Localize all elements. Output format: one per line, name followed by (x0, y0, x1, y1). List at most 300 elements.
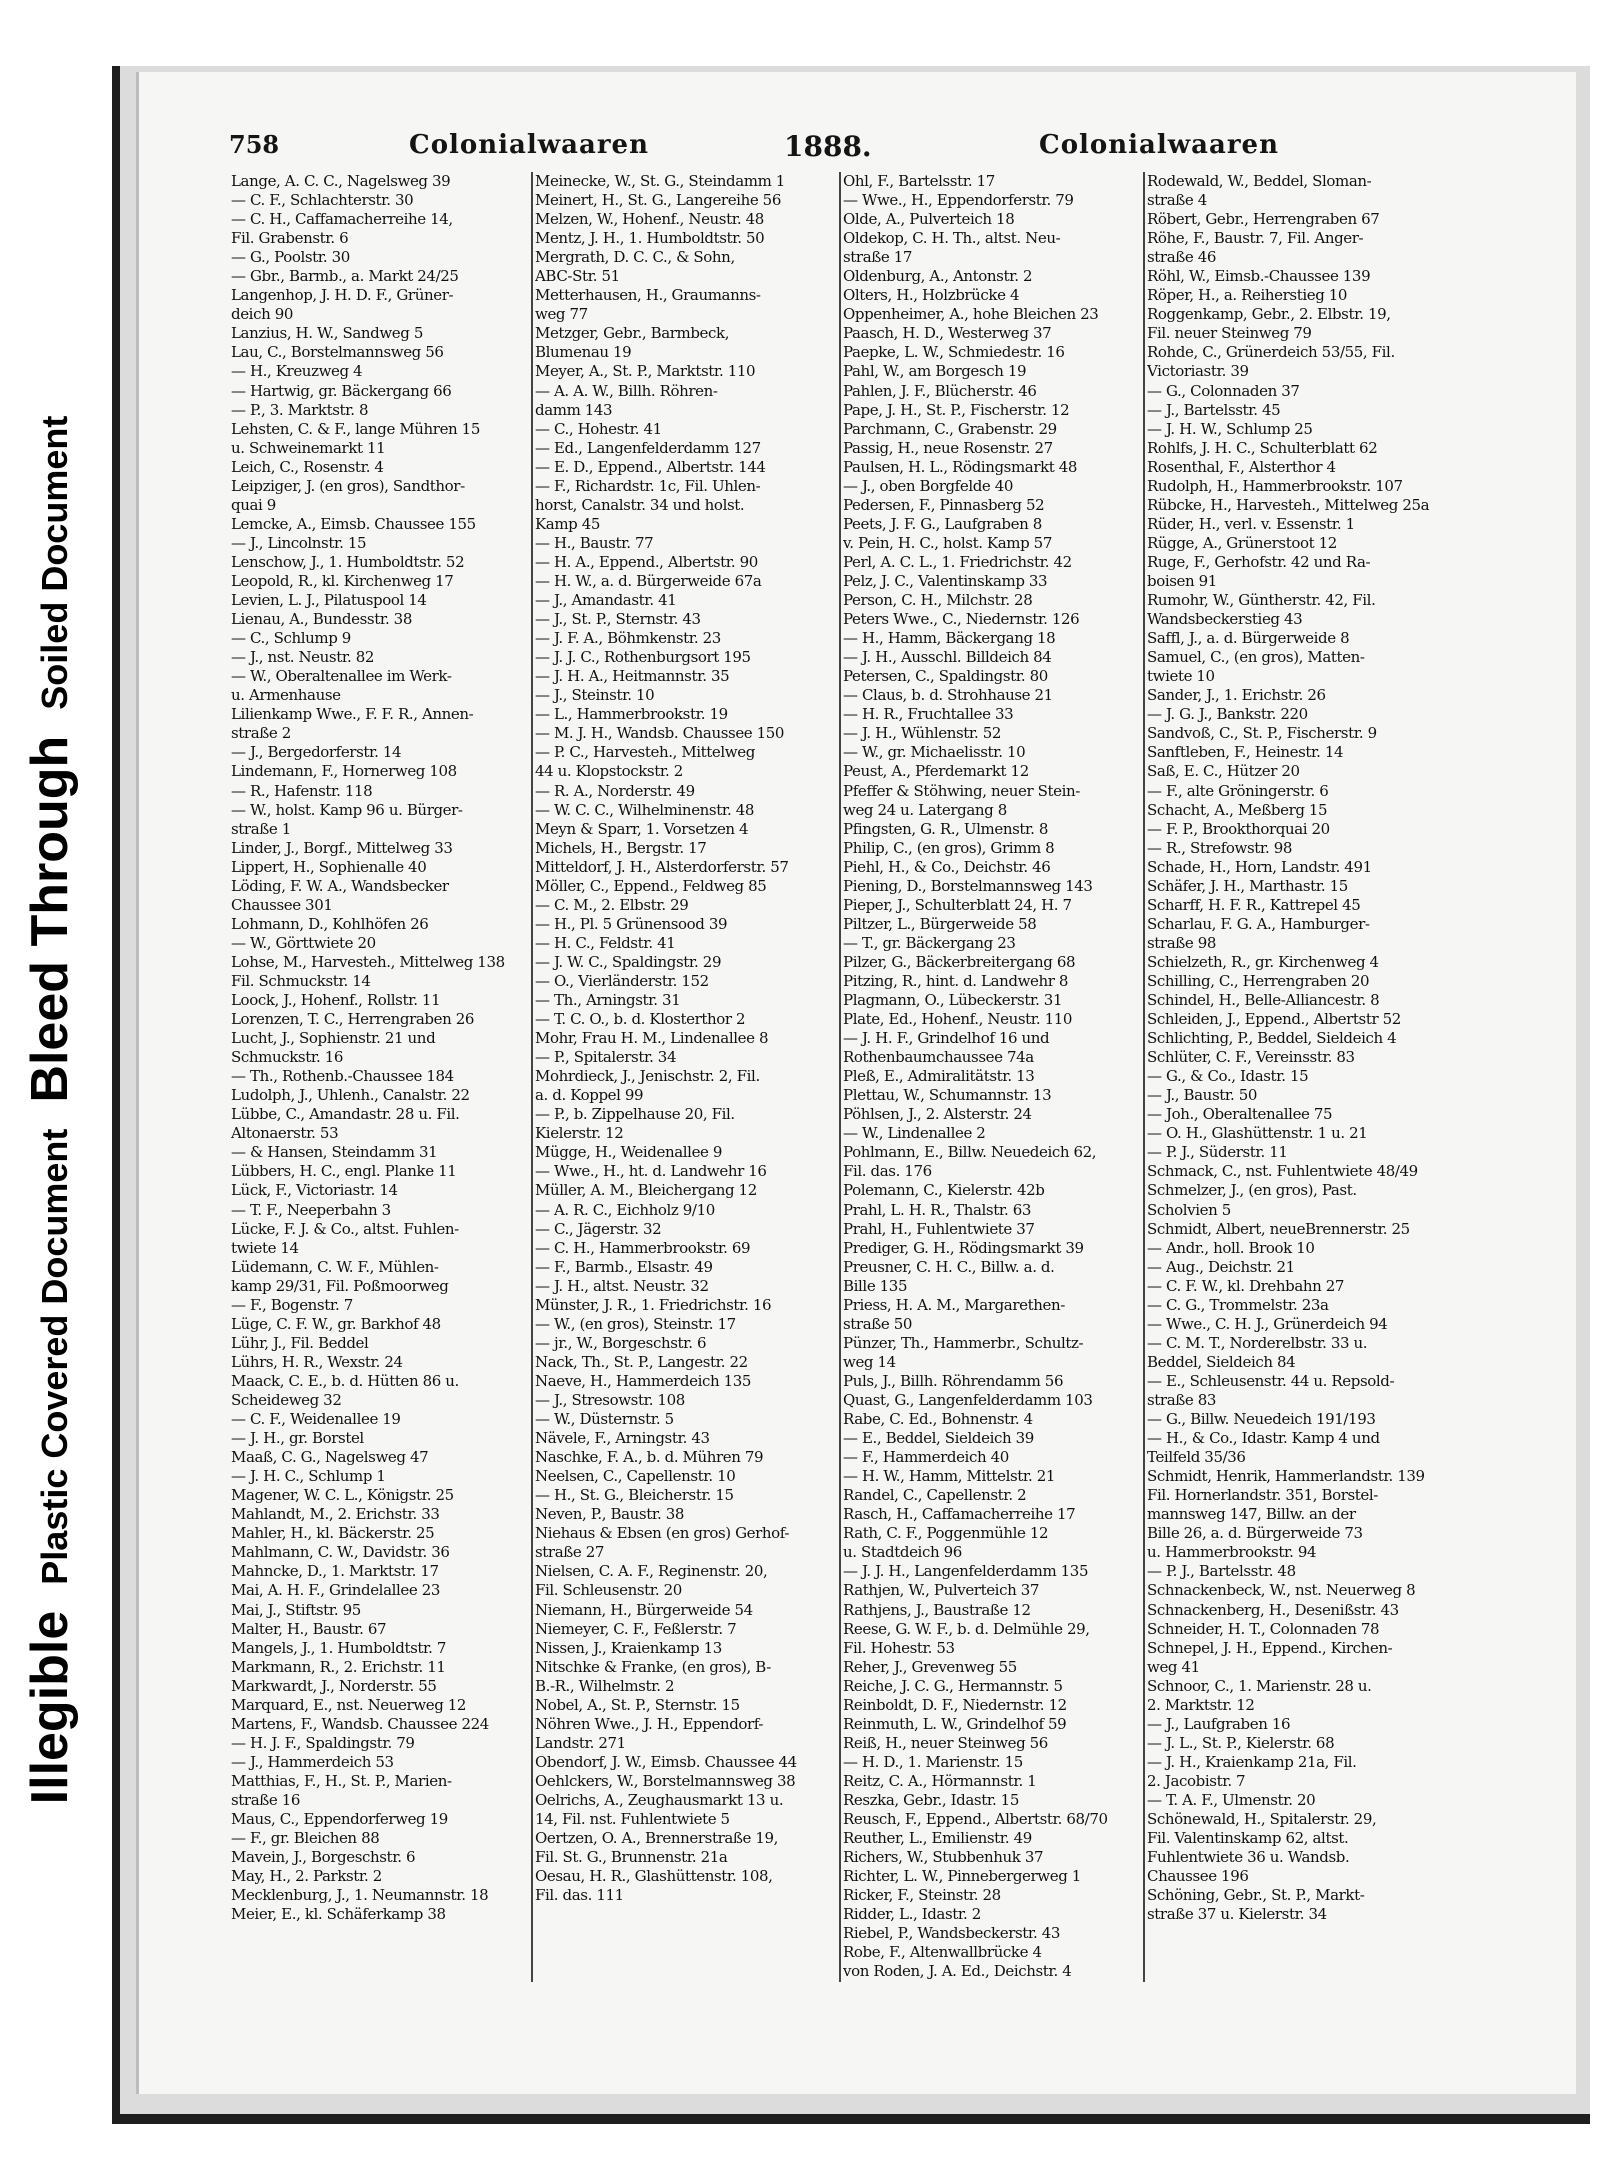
directory-entry: Schlüter, C. F., Vereinsstr. 83 (1147, 1048, 1355, 1067)
directory-entry: Mahlandt, M., 2. Erichstr. 33 (231, 1505, 440, 1524)
directory-entry: Martens, F., Wandsb. Chaussee 224 (231, 1714, 489, 1733)
directory-entry: Rathjen, W., Pulverteich 37 (843, 1581, 1039, 1600)
directory-entry: Preusner, C. H. C., Billw. a. d. (843, 1257, 1055, 1276)
directory-entry: — F., Barmb., Elsastr. 49 (535, 1257, 713, 1276)
directory-entry: straße 4 (1147, 191, 1207, 210)
directory-entry: — J., Bartelsstr. 45 (1147, 400, 1281, 419)
directory-entry: Naeve, H., Hammerdeich 135 (535, 1371, 752, 1390)
directory-column-2 (535, 172, 837, 1905)
directory-entry: Schlichting, P., Beddel, Sieldeich 4 (1147, 1029, 1397, 1048)
directory-entry: Oldekop, C. H. Th., altst. Neu- (843, 229, 1061, 248)
directory-entry: Nack, Th., St. P., Langestr. 22 (535, 1352, 748, 1371)
directory-entry: straße 17 (843, 248, 912, 267)
directory-entry: Schmidt, Albert, neueBrennerstr. 25 (1147, 1219, 1410, 1238)
directory-entry: Markmann, R., 2. Erichstr. 11 (231, 1657, 446, 1676)
directory-entry: Lange, A. C. C., Nagelsweg 39 (231, 172, 451, 190)
directory-entry: Fil. Hohestr. 53 (843, 1638, 955, 1657)
directory-entry: — H. W., a. d. Bürgerweide 67a (535, 571, 762, 590)
directory-entry: Pöhlsen, J., 2. Alsterstr. 24 (843, 1105, 1032, 1124)
directory-entry: Müller, A. M., Bleichergang 12 (535, 1181, 757, 1200)
directory-entry: Ridder, L., Idastr. 2 (843, 1905, 981, 1924)
directory-entry: Passig, H., neue Rosenstr. 27 (843, 438, 1053, 457)
directory-entry: Meyer, A., St. P., Marktstr. 110 (535, 362, 756, 381)
directory-entry: — C. H., Caffamacherreihe 14, (231, 210, 453, 229)
directory-entry: Lohse, M., Harvesteh., Mittelweg 138 (231, 952, 505, 971)
directory-entry: Schleiden, J., Eppend., Albertstr 52 (1147, 1010, 1401, 1029)
directory-entry: Reinboldt, D. F., Niedernstr. 12 (843, 1695, 1067, 1714)
directory-entry: — G., & Co., Idastr. 15 (1147, 1067, 1309, 1086)
directory-entry: Leopold, R., kl. Kirchenweg 17 (231, 571, 454, 590)
directory-entry: Samuel, C., (en gros), Matten- (1147, 648, 1365, 667)
directory-entry: Pünzer, Th., Hammerbr., Schultz- (843, 1333, 1084, 1352)
directory-entry: Metzger, Gebr., Barmbeck, (535, 324, 730, 343)
directory-entry: straße 50 (843, 1314, 912, 1333)
directory-entry: — P. C., Harvesteh., Mittelweg (535, 743, 755, 762)
directory-entry: Lienau, A., Bundesstr. 38 (231, 610, 412, 629)
directory-entry: — T. A. F., Ulmenstr. 20 (1147, 1790, 1316, 1809)
directory-entry: weg 41 (1147, 1657, 1200, 1676)
directory-entry: straße 1 (231, 819, 291, 838)
directory-entry: Rothenbaumchaussee 74a (843, 1048, 1034, 1067)
directory-entry: Nöhren Wwe., J. H., Eppendorf- (535, 1714, 764, 1733)
directory-entry: Piltzer, L., Bürgerweide 58 (843, 914, 1037, 933)
directory-entry: Linder, J., Borgf., Mittelweg 33 (231, 838, 453, 857)
directory-entry: Pilzer, G., Bäckerbreitergang 68 (843, 952, 1076, 971)
directory-entry: Fil. St. G., Brunnenstr. 21a (535, 1848, 728, 1867)
directory-entry: Fil. Valentinskamp 62, altst. (1147, 1829, 1349, 1848)
directory-entry: Pape, J. H., St. P., Fischerstr. 12 (843, 400, 1070, 419)
directory-entry: — W., Görttwiete 20 (231, 933, 376, 952)
directory-entry: Schnackenbeck, W., nst. Neuerweg 8 (1147, 1581, 1416, 1600)
directory-entry: Person, C. H., Milchstr. 28 (843, 591, 1033, 610)
directory-entry: straße 27 (535, 1543, 604, 1562)
directory-entry: — H., Kreuzweg 4 (231, 362, 363, 381)
directory-entry: — J., Bergedorferstr. 14 (231, 743, 402, 762)
directory-entry: — A. A. W., Billh. Röhren- (535, 381, 718, 400)
directory-entry: Scholvien 5 (1147, 1200, 1231, 1219)
directory-entry: 14, Fil. nst. Fuhlentwiete 5 (535, 1810, 730, 1829)
directory-entry: Puls, J., Billh. Röhrendamm 56 (843, 1371, 1064, 1390)
directory-entry: Pahlen, J. F., Blücherstr. 46 (843, 381, 1037, 400)
directory-entry: Schindel, H., Belle-Alliancestr. 8 (1147, 991, 1380, 1010)
directory-entry: Fil. Schleusenstr. 20 (535, 1581, 682, 1600)
directory-entry: Mentz, J. H., 1. Humboldtstr. 50 (535, 229, 765, 248)
directory-entry: — Hartwig, gr. Bäckergang 66 (231, 381, 452, 400)
directory-entry: — P. J., Bartelsstr. 48 (1147, 1562, 1296, 1581)
directory-entry: Altonaerstr. 53 (231, 1124, 339, 1143)
directory-entry: Oesau, H. R., Glashüttenstr. 108, (535, 1867, 773, 1886)
directory-entry: Lübbers, H. C., engl. Planke 11 (231, 1162, 457, 1181)
directory-entry: — H., St. G., Bleicherstr. 15 (535, 1486, 734, 1505)
directory-entry: — P., Spitalerstr. 34 (535, 1048, 677, 1067)
label-illegible: Illegible (21, 1610, 79, 1805)
directory-entry: Schmack, C., nst. Fuhlentwiete 48/49 (1147, 1162, 1418, 1181)
directory-entry: Kamp 45 (535, 514, 601, 533)
directory-entry: — J. G. J., Bankstr. 220 (1147, 705, 1308, 724)
column-divider (839, 172, 841, 1982)
directory-entry: Niemann, H., Bürgerweide 54 (535, 1600, 753, 1619)
directory-entry: Naschke, F. A., b. d. Mühren 79 (535, 1448, 764, 1467)
directory-entry: Fil. das. 111 (535, 1886, 624, 1905)
directory-entry: u. Hammerbrookstr. 94 (1147, 1543, 1317, 1562)
directory-entry: Mügge, H., Weidenallee 9 (535, 1143, 723, 1162)
directory-entry: — R. A., Norderstr. 49 (535, 781, 695, 800)
directory-entry: weg 77 (535, 305, 588, 324)
directory-entry: — J. H., altst. Neustr. 32 (535, 1276, 709, 1295)
directory-entry: Perl, A. C. L., 1. Friedrichstr. 42 (843, 552, 1072, 571)
directory-entry: Schmuckstr. 16 (231, 1048, 343, 1067)
directory-entry: Reiß, H., neuer Steinweg 56 (843, 1733, 1048, 1752)
directory-entry: u. Stadtdeich 96 (843, 1543, 962, 1562)
directory-entry: Rumohr, W., Güntherstr. 42, Fil. (1147, 591, 1376, 610)
directory-entry: straße 46 (1147, 248, 1216, 267)
directory-entry: — Th., Rothenb.-Chaussee 184 (231, 1067, 454, 1086)
directory-entry: — H. J. F., Spaldingstr. 79 (231, 1733, 415, 1752)
header-title-left: Colonialwaaren (409, 130, 649, 160)
directory-entry: Niehaus & Ebsen (en gros) Gerhof- (535, 1524, 790, 1543)
directory-entry: Lilienkamp Wwe., F. F. R., Annen- (231, 705, 474, 724)
directory-entry: straße 16 (231, 1790, 300, 1809)
directory-entry: Reese, G. W. F., b. d. Delmühle 29, (843, 1619, 1090, 1638)
directory-entry: Blumenau 19 (535, 343, 632, 362)
directory-entry: Rüder, H., verl. v. Essenstr. 1 (1147, 514, 1355, 533)
directory-entry: Mai, J., Stiftstr. 95 (231, 1600, 361, 1619)
annotation-side-label (0, 0, 100, 2177)
directory-entry: — C., Jägerstr. 32 (535, 1219, 662, 1238)
directory-entry: — Ed., Langenfelderdamm 127 (535, 438, 761, 457)
directory-entry: Nobel, A., St. P., Sternstr. 15 (535, 1695, 740, 1714)
directory-entry: Riebel, P., Wandsbeckerstr. 43 (843, 1924, 1061, 1943)
directory-entry: Schilling, C., Herrengraben 20 (1147, 971, 1370, 990)
directory-entry: Mohrdieck, J., Jenischstr. 2, Fil. (535, 1067, 760, 1086)
directory-entry: Reszka, Gebr., Idastr. 15 (843, 1790, 1019, 1809)
directory-entry: Neelsen, C., Capellenstr. 10 (535, 1467, 736, 1486)
directory-entry: 44 u. Klopstockstr. 2 (535, 762, 683, 781)
directory-entry: Petersen, C., Spaldingstr. 80 (843, 667, 1048, 686)
directory-entry: 2. Jacobistr. 7 (1147, 1771, 1246, 1790)
directory-entry: — W., gr. Michaelisstr. 10 (843, 743, 1026, 762)
directory-entry: — O. H., Glashüttenstr. 1 u. 21 (1147, 1124, 1368, 1143)
directory-entry: Meier, E., kl. Schäferkamp 38 (231, 1905, 446, 1924)
directory-entry: Oelrichs, A., Zeughausmarkt 13 u. (535, 1790, 784, 1809)
directory-entry: Metterhausen, H., Graumanns- (535, 286, 761, 305)
directory-entry: damm 143 (535, 400, 613, 419)
directory-entry: Rodewald, W., Beddel, Sloman- (1147, 172, 1372, 190)
directory-entry: Rathjens, J., Baustraße 12 (843, 1600, 1031, 1619)
directory-entry: — J., St. P., Sternstr. 43 (535, 610, 701, 629)
directory-entry: a. d. Koppel 99 (535, 1086, 644, 1105)
directory-entry: Plate, Ed., Hohenf., Neustr. 110 (843, 1010, 1073, 1029)
directory-entry: boisen 91 (1147, 571, 1217, 590)
directory-entry: Schmelzer, J., (en gros), Past. (1147, 1181, 1357, 1200)
directory-entry: Schacht, A., Meßberg 15 (1147, 800, 1328, 819)
directory-entry: Mangels, J., 1. Humboldtstr. 7 (231, 1638, 447, 1657)
directory-entry: Lippert, H., Sophienalle 40 (231, 857, 427, 876)
directory-entry: — J., Lincolnstr. 15 (231, 533, 367, 552)
directory-entry: Olde, A., Pulverteich 18 (843, 210, 1015, 229)
directory-entry: Fil. das. 176 (843, 1162, 932, 1181)
directory-entry: — H. R., Fruchtallee 33 (843, 705, 1014, 724)
directory-entry: Nissen, J., Kraienkamp 13 (535, 1638, 722, 1657)
directory-entry: Obendorf, J. W., Eimsb. Chaussee 44 (535, 1752, 797, 1771)
directory-entry: — J., nst. Neustr. 82 (231, 648, 374, 667)
directory-entry: Sanftleben, F., Heinestr. 14 (1147, 743, 1344, 762)
directory-entry: Olters, H., Holzbrücke 4 (843, 286, 1020, 305)
directory-entry: Lorenzen, T. C., Herrengraben 26 (231, 1010, 475, 1029)
directory-entry: — L., Hammerbrookstr. 19 (535, 705, 728, 724)
directory-entry: Nävele, F., Arningstr. 43 (535, 1429, 710, 1448)
directory-entry: — F., alte Gröningerstr. 6 (1147, 781, 1329, 800)
directory-entry: Pelz, J. C., Valentinskamp 33 (843, 571, 1048, 590)
directory-entry: — Th., Arningstr. 31 (535, 991, 681, 1010)
directory-entry: — H., & Co., Idastr. Kamp 4 und (1147, 1429, 1380, 1448)
directory-entry: Röper, H., a. Reiherstieg 10 (1147, 286, 1348, 305)
directory-entry: — W., Lindenallee 2 (843, 1124, 986, 1143)
directory-entry: Paepke, L. W., Schmiedestr. 16 (843, 343, 1065, 362)
directory-entry: Mahlmann, C. W., Davidstr. 36 (231, 1543, 450, 1562)
directory-entry: — E., Schleusenstr. 44 u. Repsold- (1147, 1371, 1395, 1390)
directory-entry: Philip, C., (en gros), Grimm 8 (843, 838, 1055, 857)
directory-entry: — P. J., Süderstr. 11 (1147, 1143, 1288, 1162)
directory-entry: — W. C. C., Wilhelminenstr. 48 (535, 800, 754, 819)
directory-entry: — Gbr., Barmb., a. Markt 24/25 (231, 267, 459, 286)
directory-entry: Malter, H., Baustr. 67 (231, 1619, 387, 1638)
directory-entry: Lübbe, C., Amandastr. 28 u. Fil. (231, 1105, 460, 1124)
directory-entry: — Wwe., C. H. J., Grünerdeich 94 (1147, 1314, 1388, 1333)
directory-entry: Michels, H., Bergstr. 17 (535, 838, 707, 857)
directory-entry: Marquard, E., nst. Neuerweg 12 (231, 1695, 467, 1714)
directory-entry: — J., Laufgraben 16 (1147, 1714, 1291, 1733)
directory-entry: — P., b. Zippelhause 20, Fil. (535, 1105, 735, 1124)
directory-entry: — J. L., St. P., Kielerstr. 68 (1147, 1733, 1335, 1752)
directory-entry: Victoriastr. 39 (1147, 362, 1249, 381)
directory-entry: Pitzing, R., hint. d. Landwehr 8 (843, 971, 1069, 990)
directory-entry: Fil. Schmuckstr. 14 (231, 971, 371, 990)
directory-entry: — C. F., Schlachterstr. 30 (231, 191, 414, 210)
directory-entry: Rügge, A., Grünerstoot 12 (1147, 533, 1337, 552)
label-soiled: Soiled Document (34, 415, 75, 710)
directory-entry: Prediger, G. H., Rödingsmarkt 39 (843, 1238, 1084, 1257)
directory-entry: Rohde, C., Grünerdeich 53/55, Fil. (1147, 343, 1395, 362)
directory-entry: Lück, F., Victoriastr. 14 (231, 1181, 398, 1200)
directory-entry: Leipziger, J. (en gros), Sandthor- (231, 476, 465, 495)
directory-entry: — G., Colonnaden 37 (1147, 381, 1300, 400)
directory-entry: Pfeffer & Stöhwing, neuer Stein- (843, 781, 1080, 800)
directory-entry: Ludolph, J., Uhlenh., Canalstr. 22 (231, 1086, 470, 1105)
directory-entry: — H. C., Feldstr. 41 (535, 933, 676, 952)
directory-entry: Richers, W., Stubbenhuk 37 (843, 1848, 1044, 1867)
directory-entry: Beddel, Sieldeich 84 (1147, 1352, 1296, 1371)
directory-entry: Melzen, W., Hohenf., Neustr. 48 (535, 210, 764, 229)
directory-entry: Rath, C. F., Poggenmühle 12 (843, 1524, 1049, 1543)
directory-entry: Fil. neuer Steinweg 79 (1147, 324, 1312, 343)
directory-entry: Ohl, F., Bartelsstr. 17 (843, 172, 995, 190)
header-title-right: Colonialwaaren (1039, 130, 1279, 160)
directory-entry: Schönewald, H., Spitalerstr. 29, (1147, 1810, 1377, 1829)
directory-entry: Lindemann, F., Hornerweg 108 (231, 762, 457, 781)
directory-entry: — J., Baustr. 50 (1147, 1086, 1258, 1105)
directory-entry: Teilfeld 35/36 (1147, 1448, 1246, 1467)
directory-entry: Lüge, C. F. W., gr. Barkhof 48 (231, 1314, 441, 1333)
directory-entry: Schnackenberg, H., Desenißstr. 43 (1147, 1600, 1399, 1619)
directory-entry: — C., Schlump 9 (231, 629, 351, 648)
directory-entry: Lohmann, D., Kohlhöfen 26 (231, 914, 429, 933)
directory-entry: horst, Canalstr. 34 und holst. (535, 495, 745, 514)
directory-entry: Scheideweg 32 (231, 1391, 342, 1409)
directory-entry: twiete 14 (231, 1238, 299, 1257)
directory-entry: — J., Stresowstr. 108 (535, 1391, 685, 1409)
directory-entry: — C. M., 2. Elbstr. 29 (535, 895, 689, 914)
directory-entry: — H., Pl. 5 Grünensood 39 (535, 914, 728, 933)
directory-entry: Richter, L. W., Pinnebergerweg 1 (843, 1867, 1081, 1886)
directory-entry: Schnepel, J. H., Eppend., Kirchen- (1147, 1638, 1393, 1657)
directory-entry: — J. H. A., Heitmannstr. 35 (535, 667, 730, 686)
directory-entry: Bille 26, a. d. Bürgerweide 73 (1147, 1524, 1363, 1543)
directory-entry: — O., Vierländerstr. 152 (535, 971, 709, 990)
directory-entry: — Wwe., H., Eppendorferstr. 79 (843, 191, 1074, 210)
directory-entry: — Joh., Oberaltenallee 75 (1147, 1105, 1333, 1124)
directory-entry: Leich, C., Rosenstr. 4 (231, 457, 384, 476)
directory-entry: Schade, H., Horn, Landstr. 491 (1147, 857, 1372, 876)
directory-entry: — F., Bogenstr. 7 (231, 1295, 353, 1314)
directory-entry: Scharff, H. F. R., Kattrepel 45 (1147, 895, 1361, 914)
directory-entry: Lührs, H. R., Wexstr. 24 (231, 1352, 403, 1371)
directory-entry: Peets, J. F. G., Laufgraben 8 (843, 514, 1042, 533)
directory-entry: — T. F., Neeperbahn 3 (231, 1200, 391, 1219)
directory-entry: — W., holst. Kamp 96 u. Bürger- (231, 800, 463, 819)
directory-entry: — C. H., Hammerbrookstr. 69 (535, 1238, 751, 1257)
directory-entry: Randel, C., Capellenstr. 2 (843, 1486, 1027, 1505)
directory-entry: Reher, J., Grevenweg 55 (843, 1657, 1017, 1676)
directory-entry: Möller, C., Eppend., Feldweg 85 (535, 876, 767, 895)
directory-entry: Matthias, F., H., St. P., Marien- (231, 1771, 452, 1790)
directory-entry: Mecklenburg, J., 1. Neumannstr. 18 (231, 1886, 489, 1905)
page-paper (136, 72, 1576, 2094)
directory-entry: — J., oben Borgfelde 40 (843, 476, 1014, 495)
directory-entry: Oppenheimer, A., hohe Bleichen 23 (843, 305, 1099, 324)
directory-entry: — Aug., Deichstr. 21 (1147, 1257, 1295, 1276)
directory-entry: Fil. Grabenstr. 6 (231, 229, 349, 248)
directory-entry: — W., Oberaltenallee im Werk- (231, 667, 452, 686)
directory-entry: Mohr, Frau H. M., Lindenallee 8 (535, 1029, 769, 1048)
directory-entry: — J., Amandastr. 41 (535, 591, 677, 610)
directory-entry: — R., Strefowstr. 98 (1147, 838, 1293, 857)
directory-column-3 (843, 172, 1145, 1981)
directory-entry: 2. Marktstr. 12 (1147, 1695, 1255, 1714)
directory-entry: Rudolph, H., Hammerbrookstr. 107 (1147, 476, 1403, 495)
directory-entry: Meinecke, W., St. G., Steindamm 1 (535, 172, 785, 190)
directory-entry: Pedersen, F., Pinnasberg 52 (843, 495, 1045, 514)
directory-entry: Lüdemann, C. W. F., Mühlen- (231, 1257, 439, 1276)
directory-entry: Neven, P., Baustr. 38 (535, 1505, 685, 1524)
directory-entry: Nielsen, C. A. F., Reginenstr. 20, (535, 1562, 768, 1581)
directory-entry: Pfingsten, G. R., Ulmenstr. 8 (843, 819, 1049, 838)
directory-entry: Wandsbeckerstieg 43 (1147, 610, 1303, 629)
directory-entry: — F. P., Brookthorquai 20 (1147, 819, 1330, 838)
directory-entry: Peters Wwe., C., Niedernstr. 126 (843, 610, 1080, 629)
directory-entry: Reitz, C. A., Hörmannstr. 1 (843, 1771, 1037, 1790)
directory-entry: Magener, W. C. L., Königstr. 25 (231, 1486, 454, 1505)
directory-entry: Kielerstr. 12 (535, 1124, 624, 1143)
directory-entry: — Andr., holl. Brook 10 (1147, 1238, 1315, 1257)
directory-entry: Reusch, F., Eppend., Albertstr. 68/70 (843, 1810, 1108, 1829)
directory-entry: — H. W., Hamm, Mittelstr. 21 (843, 1467, 1056, 1486)
directory-entry: Piehl, H., & Co., Deichstr. 46 (843, 857, 1051, 876)
directory-entry: Schmidt, Henrik, Hammerlandstr. 139 (1147, 1467, 1425, 1486)
directory-entry: Markwardt, J., Norderstr. 55 (231, 1676, 437, 1695)
directory-entry: — C., Hohestr. 41 (535, 419, 662, 438)
directory-entry: — jr., W., Borgeschstr. 6 (535, 1333, 707, 1352)
directory-entry: quai 9 (231, 495, 276, 514)
directory-entry: von Roden, J. A. Ed., Deichstr. 4 (843, 1962, 1072, 1981)
directory-entry: — E. D., Eppend., Albertstr. 144 (535, 457, 766, 476)
directory-entry: Rasch, H., Caffamacherreihe 17 (843, 1505, 1076, 1524)
directory-entry: — J. J. C., Rothenburgsort 195 (535, 648, 751, 667)
directory-entry: Meinert, H., St. G., Langereihe 56 (535, 191, 781, 210)
directory-entry: Roggenkamp, Gebr., 2. Elbstr. 19, (1147, 305, 1391, 324)
directory-entry: Schnoor, C., 1. Marienstr. 28 u. (1147, 1676, 1372, 1695)
directory-entry: Mitteldorf, J. H., Alsterdorferstr. 57 (535, 857, 789, 876)
directory-entry: Bille 135 (843, 1276, 908, 1295)
directory-entry: Saß, E. C., Hützer 20 (1147, 762, 1300, 781)
directory-entry: Oertzen, O. A., Brennerstraße 19, (535, 1829, 779, 1848)
directory-entry: Langenhop, J. H. D. F., Grüner- (231, 286, 454, 305)
directory-entry: Loock, J., Hohenf., Rollstr. 11 (231, 991, 441, 1010)
directory-entry: — C. F., Weidenallee 19 (231, 1410, 401, 1429)
directory-entry: — J. H. W., Schlump 25 (1147, 419, 1313, 438)
directory-entry: Rabe, C. Ed., Bohnenstr. 4 (843, 1410, 1033, 1429)
directory-entry: Rosenthal, F., Alsterthor 4 (1147, 457, 1336, 476)
directory-entry: Reinmuth, L. W., Grindelhof 59 (843, 1714, 1067, 1733)
directory-entry: Peust, A., Pferdemarkt 12 (843, 762, 1029, 781)
directory-entry: Scharlau, F. G. A., Hamburger- (1147, 914, 1370, 933)
directory-entry: — J. H., gr. Borstel (231, 1429, 364, 1448)
directory-entry: Lücke, F. J. & Co., altst. Fuhlen- (231, 1219, 459, 1238)
directory-entry: Chaussee 196 (1147, 1867, 1249, 1886)
directory-entry: — Claus, b. d. Strohhause 21 (843, 686, 1053, 705)
directory-entry: Robe, F., Altenwallbrücke 4 (843, 1943, 1042, 1962)
directory-entry: Sander, J., 1. Erichstr. 26 (1147, 686, 1326, 705)
directory-entry: Mahncke, D., 1. Marktstr. 17 (231, 1562, 439, 1581)
directory-entry: Mavein, J., Borgeschstr. 6 (231, 1848, 416, 1867)
directory-entry: Reuther, L., Emilienstr. 49 (843, 1829, 1032, 1848)
directory-entry: Münster, J. R., 1. Friedrichstr. 16 (535, 1295, 772, 1314)
directory-entry: straße 83 (1147, 1391, 1216, 1409)
directory-entry: — C. G., Trommelstr. 23a (1147, 1295, 1329, 1314)
directory-entry: Mai, A. H. F., Grindelallee 23 (231, 1581, 441, 1600)
directory-entry: ABC-Str. 51 (535, 267, 620, 286)
directory-entry: u. Armenhause (231, 686, 341, 705)
directory-entry: Saffl, J., a. d. Bürgerweide 8 (1147, 629, 1350, 648)
directory-entry: — H. D., 1. Marienstr. 15 (843, 1752, 1023, 1771)
directory-entry: Paasch, H. D., Westerweg 37 (843, 324, 1052, 343)
directory-entry: Lühr, J., Fil. Beddel (231, 1333, 369, 1352)
directory-entry: Landstr. 271 (535, 1733, 626, 1752)
directory-entry: Mergrath, D. C. C., & Sohn, (535, 248, 735, 267)
directory-entry: Lenschow, J., 1. Humboldtstr. 52 (231, 552, 465, 571)
directory-entry: Maus, C., Eppendorferweg 19 (231, 1810, 448, 1829)
directory-entry: May, H., 2. Parkstr. 2 (231, 1867, 382, 1886)
directory-entry: Schöning, Gebr., St. P., Markt- (1147, 1886, 1365, 1905)
directory-entry: — H. A., Eppend., Albertstr. 90 (535, 552, 758, 571)
header-year: 1888. (784, 130, 872, 163)
directory-entry: B.-R., Wilhelmstr. 2 (535, 1676, 675, 1695)
directory-entry: Reiche, J. C. G., Hermannstr. 5 (843, 1676, 1063, 1695)
directory-entry: weg 14 (843, 1352, 896, 1371)
directory-entry: Schielzeth, R., gr. Kirchenweg 4 (1147, 952, 1379, 971)
directory-entry: Rübcke, H., Harvesteh., Mittelweg 25a (1147, 495, 1430, 514)
directory-entry: v. Pein, H. C., holst. Kamp 57 (843, 533, 1052, 552)
